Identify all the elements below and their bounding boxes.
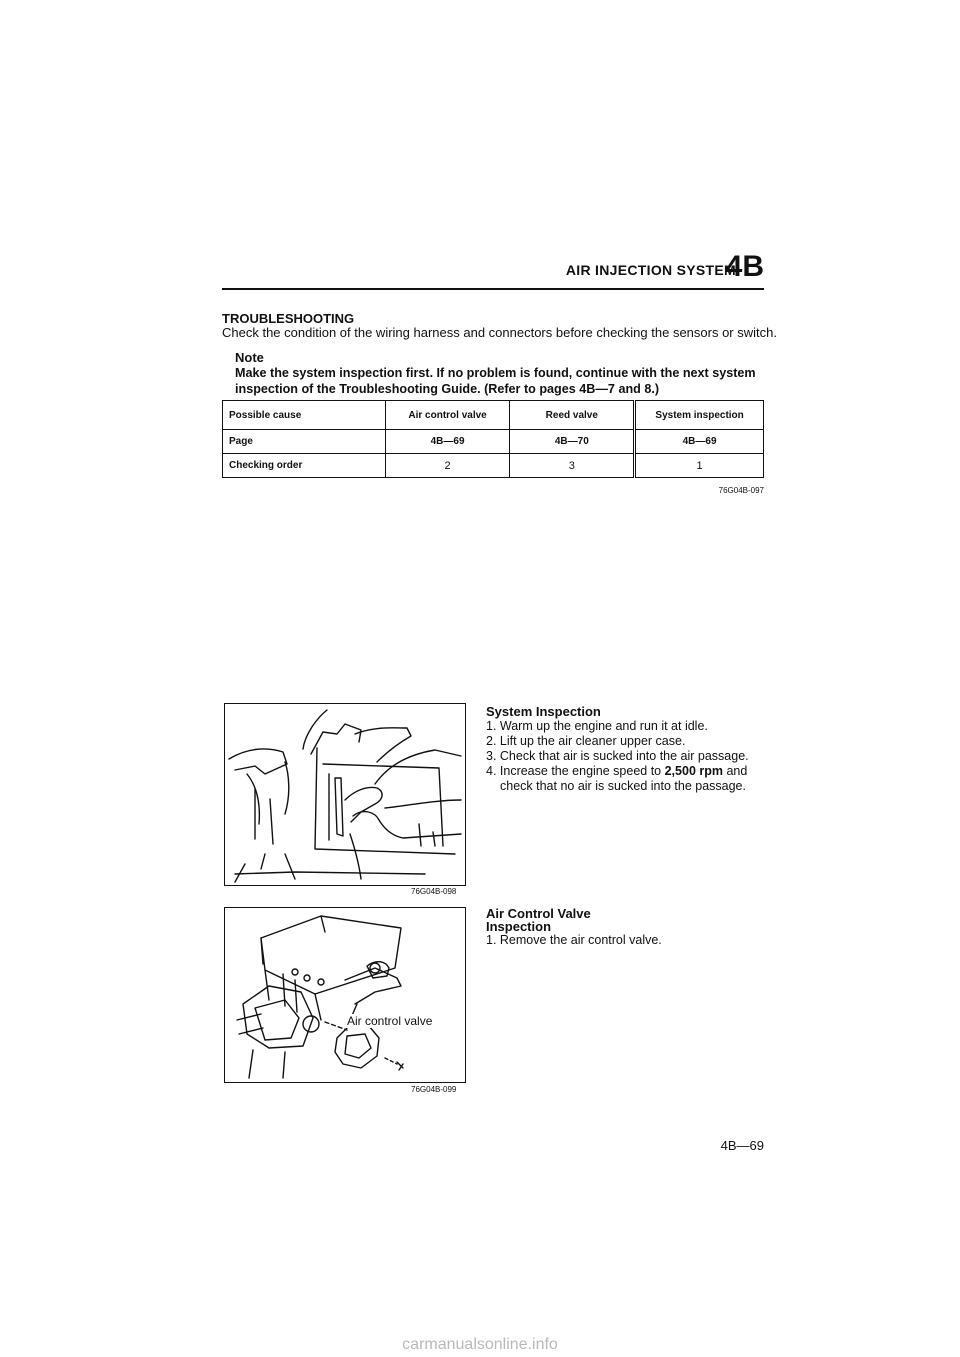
list-item: 2. Lift up the air cleaner upper case. [486,734,686,748]
step4-text-post: and check that no air is sucked into the passage. [500,764,748,793]
table-header-cell: Reed valve [510,401,635,430]
air-control-valve-label: Air control valve [347,1014,433,1028]
step4-engine-speed: 2,500 rpm [664,764,723,778]
table-header-row [223,401,764,430]
list-item [486,764,766,794]
note-text: Make the system inspection first. If no problem is found, continue with the next system inspection of the Troubleshooting Guide. (Refer to pages 4B—7 and 8.) [235,366,756,396]
air-control-valve-illustration [225,908,465,1082]
table-cell: 4B—70 [510,430,635,454]
page-number: 4B—69 [720,1138,764,1153]
table-row [223,454,764,478]
table-cell: 2 [385,454,510,478]
troubleshooting-intro: Check the condition of the wiring harness and connectors before checking the sensors or switch. [222,325,777,340]
figure2-code: 76G04B-099 [411,1085,457,1094]
watermark: carmanualsonline.info [402,1336,558,1353]
air-control-valve-steps [486,933,766,948]
header-section-code: 4B [725,250,764,283]
figure1-code: 76G04B-098 [411,887,457,896]
troubleshooting-table [222,400,764,478]
table-header-cell: System inspection [635,401,764,430]
table-cell: 4B—69 [385,430,510,454]
air-cleaner-illustration [225,704,465,885]
header-title: AIR INJECTION SYSTEM [565,262,736,278]
inspection-subheading: Inspection [486,919,552,934]
system-inspection-steps [486,719,766,794]
air-control-valve-heading: Air Control Valve [486,906,591,921]
table-row [223,430,764,454]
system-inspection-heading: System Inspection [486,704,601,719]
step4-text-pre: 4. Increase the engine speed to [486,764,665,778]
list-item: 1. Warm up the engine and run it at idle. [486,719,708,733]
list-item: 3. Check that air is sucked into the air passage. [486,749,749,763]
figure-air-cleaner-inspection [224,703,466,886]
figure-air-control-valve [224,907,466,1083]
table-cell: Checking order [223,454,386,478]
table-figure-code: 76G04B-097 [718,486,764,495]
troubleshooting-heading: TROUBLESHOOTING [222,311,355,326]
list-item: 1. Remove the air control valve. [486,933,662,947]
table-cell: 1 [635,454,764,478]
table-cell: 3 [510,454,635,478]
table-header-cell: Air control valve [385,401,510,430]
table-cell: 4B—69 [635,430,764,454]
header-rule [222,288,764,290]
table-header-cell: Possible cause [223,401,386,430]
note-heading: Note [235,350,264,365]
table-cell: Page [223,430,386,454]
